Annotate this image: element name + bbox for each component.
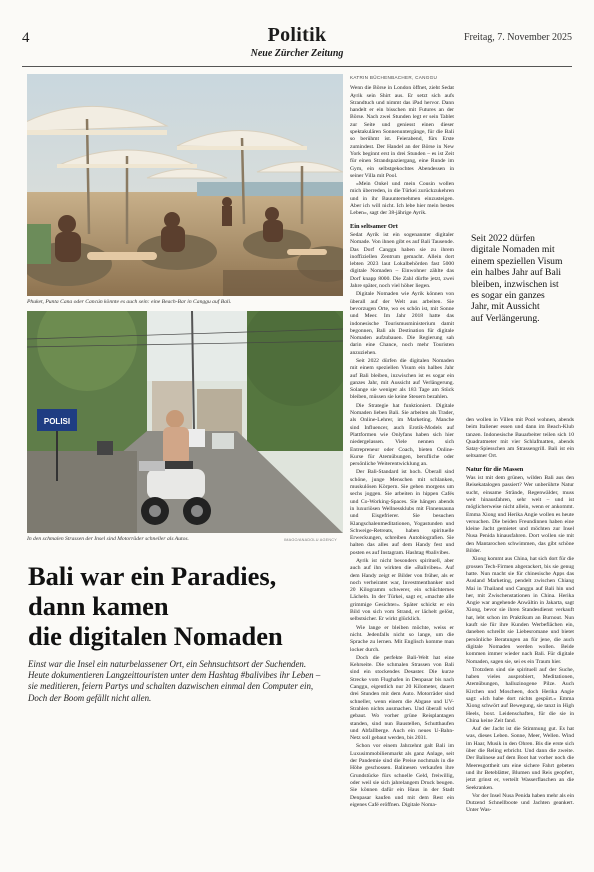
pull-quote-line: es sogar ein ganzes <box>471 290 545 302</box>
header-rule <box>22 66 572 67</box>
pull-quote-line: bleiben, inzwischen ist <box>471 278 559 290</box>
body-paragraph: Xiong kommt aus China, hat sich dort für die grossen Tech-Firmen abgerackert, bis sie genug hatte. Nun macht sie für chinesische Apps das Ausland Marketing, pendelt zwischen Chiang Mai in Thailand und Canggu auf Bali hin und her, mit Zwischenstationen in China. Herika Angie war angehende Anwältin in Jakarta, sagt Xiong, bevor sie ihren Standesdienst verkauft hat, lebt schon im Praktikum an Burnout. Nun kauft sie für ihre Kunden Werbeflächen ein, daneben schreibt sie Liebesromane und bietet persönliche Beratungen an für jene, die auch digitale Nomaden werden wollen. Beide kommen immer wieder nach Bali. Für digitale Nomaden, sagen sie, sei es ein Traum hier. <box>466 556 574 665</box>
headline-line: Bali war ein Paradies, <box>28 561 277 591</box>
body-paragraph: Doch die perfekte Bali-Welt hat eine Kehrseite. Die schmalen Strassen von Bali sind ein stockendes Desaster. Die kurze Strecke vom Flughafen in Denpasar bis nach Canggu, eigentlich nur 20 Kilometer, dauert drei Stunden mit dem Auto. Motorräder sind schneller, wenn einem die Abgase und UV-Strahlen nichts ausmachen. Und überall wird gebaut. Wo vorher grüne Reisplantagen standen, sind nun Baustellen, Schutthaufen und Abfallberge. Auch ein neues U-Bahn-Netz soll gebaut werden, bis 2031. <box>350 654 454 742</box>
article-headline <box>28 561 338 651</box>
body-column-2 <box>466 417 574 864</box>
body-column-1 <box>350 74 454 864</box>
body-paragraph: «Mein Onkel und mein Cousin wollen mich überreden, in die Türkei zurückzukehren und in ihr Bauunternehmen einzusteigen. Aber ich will nicht. Ich lebe hier mein bestes Leben», sagt der 38-jährige Ayrik. <box>350 181 454 217</box>
lead-line: sie meditieren, feiern Partys und schalten dazwischen einmal den Computer ein, <box>28 681 314 692</box>
pull-quote-line: auf Verlängerung. <box>471 312 540 324</box>
body-paragraph: Die Strategie hat funktioniert. Digitale Nomaden lieben Bali. Sie arbeiten als Trader, als Online-Lehrer, im Marketing. Manche sind Influencer, auch Erotik-Models auf Plattformen wie Onlyfans haben sich hier niedergelassen. Viele nennen sich Entrepreneur oder Coach, bieten Online-Kurse für Atemübungen, berufliche oder persönliche Weiterentwicklung an. <box>350 402 454 468</box>
page-number: 4 <box>22 30 30 46</box>
body-paragraph: Seit 2022 dürfen die digitalen Nomaden mit einem speziellen Visum ein halbes Jahr auf Bali bleiben, inzwischen ist es sogar ein ganzes Jahr, mit Aussicht auf Verlängerung. Solange sie weniger als 183 Tage am Stück bleiben, müssen sie keine Steuern bezahlen. <box>350 357 454 401</box>
page-header <box>22 20 572 60</box>
pull-quote-line: ein halbes Jahr auf Bali <box>471 267 562 279</box>
subhead: Ein seltsamer Ort <box>350 222 398 230</box>
lead-line: Heute dokumentieren Langzeittouristen unter dem Hashtag #balivibes ihr Leben – <box>28 670 321 681</box>
photo2-credit: IMAGO/ANADOLU AGENCY <box>284 538 337 542</box>
beach-bar-photo <box>27 74 343 296</box>
body-paragraph: Digitale Nomaden wie Ayrik können von überall auf der Welt aus arbeiten. Sie bevorzugen Orte, wo es schön ist, mit Sonne und Meer. Im Jahr 2018 hatte das indonesische Tourismusministerium damit begonnen, Bali als Destination für digitale Nomaden aufzubauen. Die Regierung sah darin eine Chance, noch mehr Touristen anzuziehen. <box>350 291 454 356</box>
publication-date: Freitag, 7. November 2025 <box>463 32 572 43</box>
subhead: Natur für die Massen <box>466 465 524 473</box>
body-paragraph: Sedat Ayrik ist ein sogenannter digitaler Nomade. Von ihnen gibt es auf Bali Tausende. Das Dorf Canggu haben sie zu ihrem inoffiziellen Zentrum gemacht. Allein dort lebten 2023 laut Lokalbehörden fast 5000 digitale Nomaden – Einwohner zählte das Dorf knapp 8000. Die Zahl dürfte jetzt, zwei Jahre später, noch viel höher liegen. <box>350 231 454 290</box>
pull-quote-line: digitale Nomaden mit <box>471 244 555 256</box>
body-paragraph: Was ist mit dem grünen, wilden Bali aus den Reisekatalogen passiert? Wer unberührte Natur sucht, einsame Strände, Regenwälder, muss weit hinausfahren, sehr weit – und ist möglicherweise nicht allein, wenn er ankommt. Emma Xiong und Herika Angie wollen es heute versuchen. Die beiden Freundinnen haben eine kleine Jacht gemietet und möchten zur Insel Nusa Penida hinausfahren. Dort wollen sie mit den Mantarochen schwimmen, das gibt schöne Bilder. <box>466 475 574 555</box>
newspaper-name: Neue Zürcher Zeitung <box>250 48 344 59</box>
headline-line: dann kamen <box>28 591 169 621</box>
body-paragraph: Vor der Insel Nusa Penida haben mehr als ein Dutzend Schnellboote und Jachten geankert. Unter Was- <box>466 792 574 814</box>
lead-line: Einst war die Insel ein naturbelassener Ort, ein Sehnsuchtsort der Suchenden. <box>28 659 307 669</box>
body-paragraph: Wie lange er bleiben möchte, weiss er nicht. Jedenfalls nicht so lange, um die Sprache zu lernen. Mit Englisch komme man locker durch. <box>350 624 454 653</box>
sign-text: POLISI <box>43 417 71 426</box>
article-lead <box>28 659 340 704</box>
photo1-caption: Phuket, Punta Cana oder Cancún könnte es auch sein: eine Beach-Bar in Canggu auf Bali. <box>27 299 232 305</box>
section-title: Politik <box>267 24 327 46</box>
pull-quote-line: Jahr, mit Aussicht <box>471 301 540 313</box>
article-author: KATRIN BÜCHENBACHER, CANGGU <box>350 75 438 80</box>
street-scooter-photo <box>27 311 343 533</box>
pull-quote <box>471 233 575 324</box>
body-paragraph: Schon vor einem Jahrzehnt galt Bali im Luxusimmobilienmarkt als ganz Anlage, seit der Pandemie sind die Preise nochmals in die Höhe geschossen. Balinesen verkaufen ihre Grundstücke fürs schnelle Geld, freiwillig, oder weil sie sich jahrelangem Druck beugen. Sie können dafür ein Haus in der Stadt Denpasar kaufen und mit dem Rest ein eigenes Café eröffnen. Digitale Noma- <box>350 743 454 808</box>
headline-line: die digitalen Nomaden <box>28 621 283 651</box>
body-paragraph: Der Bali-Standard ist hoch. Überall sind schöne, junge Menschen mit schlanken, muskulösen Körpern. Sie gehen morgens um sechs joggen. Sie arbeiten in hippen Cafés und Co-Working-Spaces. Sie hängen abends in luxuriösen Wellnessklubs mit Finnensauna und Eisgefrierer. Sie besuchen Klangschalenmeditationen, Yogastunden und Schweige-Retreats, haben spirituelle Erweckungen, schreiben Autobiografien. Sie halten das alles auf dem Handy fest und posten es auf Instagram. Hashtag #balivibes. <box>350 469 454 556</box>
pull-quote-line: Seit 2022 dürfen <box>471 233 535 244</box>
body-paragraph: Wenn die Börse in London öffnet, zieht Sedat Ayrik sein Shirt aus. Er setzt sich aufs Strandtuch und nimmt das iPad hervor. Dann handelt er ein bisschen mit Futures an der Börse. Nach zwei Stunden legt er sein Tablet zur Seite und geniesst einen dieser spektakulären Sonnenuntergänge, für die Bali so berühmt ist. Feierabend, fürs Erste zumindest. Der Handel an der Börse in New York beginnt erst in drei Stunden – es ist Zeit für einen Strandspaziergang, eine Runde im Gym, ein selbstgekochtes Abendessen in seiner Villa mit Pool. <box>350 85 454 179</box>
pull-quote-line: einem speziellen Visum <box>471 255 563 267</box>
body-paragraph: Ayrik ist nicht besonders spirituell, aber auch auf ihn wirkten die «Balivibes». Auf dem Handy zeigt er Bilder von früher, als er noch verheiratet war, Investmentbanker und 20 Kilogramm schwerer, ein schüchternes Lächeln. In der Türkei, sagt er, «machte alle grimmige Gesichter». Später schickt er ein Bild von sich vom Strand, er lächelt gelöst, selbstsicher. Er wirkt glücklich. <box>350 558 454 623</box>
body-paragraph: Trotzdem sind sie spirituell auf der Suche, haben vieles ausprobiert, Meditationen, Atemübungen, halluzinogene Pilze. Auch Kirchen und Moscheen, doch Herika Angie sagt: «Ich habe dort nichts gespürt.» Emma Xiong schwört auf Bewegung, sie tanzt in High Heels, boxt. Leidenschaften, für die sie in China keine Zeit fand. <box>466 666 574 724</box>
lead-line: Doch der Boom gefällt nicht allen. <box>28 692 152 703</box>
photo2-caption: In den schmalen Strassen der Insel sind Motorräder schneller als Autos. <box>27 536 189 542</box>
body-paragraph: Auf der Jacht ist die Stimmung gut. Es hat was, dieses Leben. Sonne, Meer, Wellen. Wind im Haar, Musik in den Ohren. Bis die erste sich über die Reling erbricht. Und dann die zweite. Der Balinese auf dem Boot hat vorher noch die Meeresgottheit um eine sichere Fahrt gebeten und ihr Beteblätter, Blumen und Reis geopfert, jetzt grinst er, verteilt Wasserflaschen an die Seekranken. <box>466 726 574 791</box>
body-paragraph: den wollen in Villen mit Pool wohnen, abends beim Italiener essen und dann im Beach-Klub tanzen. Indonesische Bauarbeiter teilen sich 10 Quadratmeter mit vier Schlafmatten, abends Satay-Spiesschen am Strassengrill. Bali ist ein seltsamer Ort. <box>466 417 574 460</box>
